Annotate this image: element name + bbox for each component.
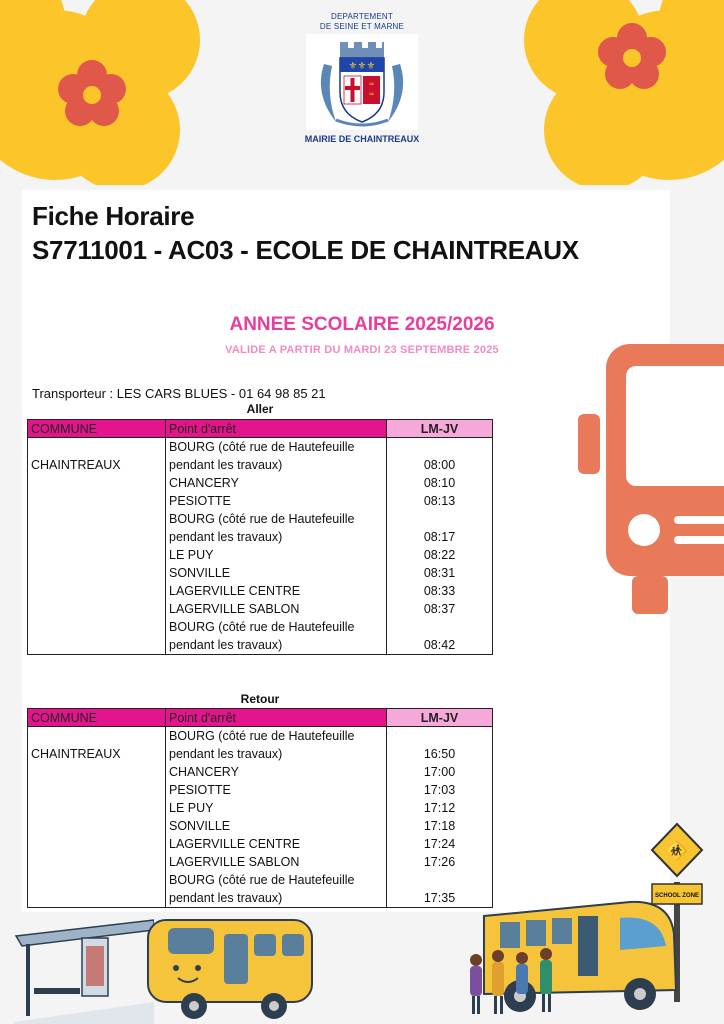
stop-name-line: CHANCERY [169,476,239,490]
commune-cell [28,781,166,799]
valid-from: VALIDE A PARTIR DU MARDI 23 SEPTEMBRE 2025 [225,344,499,356]
stop-name-line: BOURG (côté rue de Hautefeuille [169,873,355,887]
stop-name-line: LE PUY [169,801,214,815]
stop-name-line: BOURG (côté rue de Hautefeuille [169,620,355,634]
departure-time: 08:17 [387,510,493,546]
commune-cell [28,600,166,618]
carrier-info: Transporteur : LES CARS BLUES - 01 64 98 85 21 [32,386,326,401]
commune-cell [28,763,166,781]
table-row [28,510,493,546]
stop-name-line: LAGERVILLE SABLON [169,602,300,616]
departure-time: 08:37 [387,600,493,618]
stop-cell [166,618,387,655]
commune-cell [28,835,166,853]
stop-name-line: BOURG (côté rue de Hautefeuille [169,512,355,526]
departure-time: 08:22 [387,546,493,564]
stop-cell [166,871,387,908]
svg-text:≈: ≈ [368,90,375,98]
stop-name-line: CHANCERY [169,765,239,779]
stop-name-line: BOURG (côté rue de Hautefeuille [169,729,355,743]
department-line-1: DEPARTEMENT [331,12,393,21]
flower-top-left-icon [0,0,200,185]
coat-of-arms-icon [306,34,418,130]
commune-cell [28,510,166,546]
stop-cell [166,799,387,817]
departure-time: 17:00 [387,763,493,781]
departure-time: 17:03 [387,781,493,799]
departure-time: 08:10 [387,474,493,492]
departure-time: 16:50 [387,727,493,764]
commune-cell: CHAINTREAUX [28,438,166,475]
stop-cell [166,600,387,618]
departure-time: 08:00 [387,438,493,475]
table-row [28,600,493,618]
departure-time: 17:24 [387,835,493,853]
school-year: ANNEE SCOLAIRE 2025/2026 [229,314,495,335]
commune-cell [28,817,166,835]
table-row [28,799,493,817]
table-row [28,564,493,582]
stop-name-line: LE PUY [169,548,214,562]
departure-time: 08:31 [387,564,493,582]
mairie-name: MAIRIE DE CHAINTREAUX [304,134,420,144]
stop-cell [166,727,387,764]
stop-name-line: BOURG (côté rue de Hautefeuille [169,440,355,454]
yellow-bus-left-icon [146,912,316,1022]
stop-name-line: pendant les travaux) [169,638,283,652]
table-row [28,727,493,764]
stop-name-line: LAGERVILLE CENTRE [169,837,301,851]
table-row [28,763,493,781]
stop-name-line: pendant les travaux) [169,458,283,472]
departure-time: 08:42 [387,618,493,655]
column-header-stop: Point d'arrêt [166,420,387,438]
table-row [28,853,493,871]
department-line-2: DE SEINE ET MARNE [319,22,405,31]
departure-time: 17:35 [387,871,493,908]
departure-time: 17:26 [387,853,493,871]
stop-cell [166,510,387,546]
table-row [28,546,493,564]
page-title: Fiche Horaire [32,201,195,231]
school-zone-label: SCHOOL ZONE [655,893,699,899]
table-row [28,492,493,510]
stop-name-line: LAGERVILLE SABLON [169,855,300,869]
table-row [28,781,493,799]
line-title: S7711001 - AC03 - ECOLE DE CHAINTREAUX [32,235,579,265]
column-header-commune: COMMUNE [28,420,166,438]
table-header-row [28,709,493,727]
stop-cell [166,582,387,600]
stop-cell [166,564,387,582]
stop-name-line: SONVILLE [169,566,231,580]
column-header-days: LM-JV [387,709,493,727]
table-row [28,871,493,908]
retour-table [27,708,493,908]
commune-cell [28,474,166,492]
bus-front-icon [578,344,724,616]
stop-cell [166,474,387,492]
departure-time: 17:18 [387,817,493,835]
stop-name-line: PESIOTTE [169,783,231,797]
stop-name-line: pendant les travaux) [169,891,283,905]
table-row [28,618,493,655]
table-row [28,582,493,600]
stop-cell [166,781,387,799]
column-header-stop: Point d'arrêt [166,709,387,727]
stop-name-line: SONVILLE [169,819,231,833]
stop-cell [166,438,387,475]
commune-cell [28,546,166,564]
commune-cell [28,799,166,817]
commune-cell [28,582,166,600]
commune-cell [28,853,166,871]
svg-text:🚸: 🚸 [665,841,689,862]
table-row [28,835,493,853]
stop-cell [166,763,387,781]
svg-text:≈: ≈ [368,80,375,88]
aller-title: Aller [246,402,274,416]
column-header-commune: COMMUNE [28,709,166,727]
commune-cell [28,564,166,582]
svg-text:⚜⚜⚜: ⚜⚜⚜ [348,61,376,72]
retour-title: Retour [240,692,280,706]
commune-cell [28,492,166,510]
departure-time: 08:33 [387,582,493,600]
school-bus-kids-icon [460,894,678,1024]
aller-table [27,419,493,655]
column-header-days: LM-JV [387,420,493,438]
table-row [28,817,493,835]
table-row [28,438,493,475]
stop-cell [166,835,387,853]
commune-cell [28,871,166,908]
flower-top-right-icon [524,0,724,185]
commune-cell [28,618,166,655]
departure-time: 17:12 [387,799,493,817]
stop-name-line: pendant les travaux) [169,747,283,761]
table-row [28,474,493,492]
stop-cell [166,853,387,871]
stop-name-line: PESIOTTE [169,494,231,508]
stop-name-line: LAGERVILLE CENTRE [169,584,301,598]
mairie-header [282,12,442,144]
stop-cell [166,546,387,564]
stop-cell [166,492,387,510]
stop-name-line: pendant les travaux) [169,530,283,544]
stop-cell [166,817,387,835]
bus-stop-icon [14,916,154,1024]
table-header-row [28,420,493,438]
commune-cell: CHAINTREAUX [28,727,166,764]
departure-time: 08:13 [387,492,493,510]
